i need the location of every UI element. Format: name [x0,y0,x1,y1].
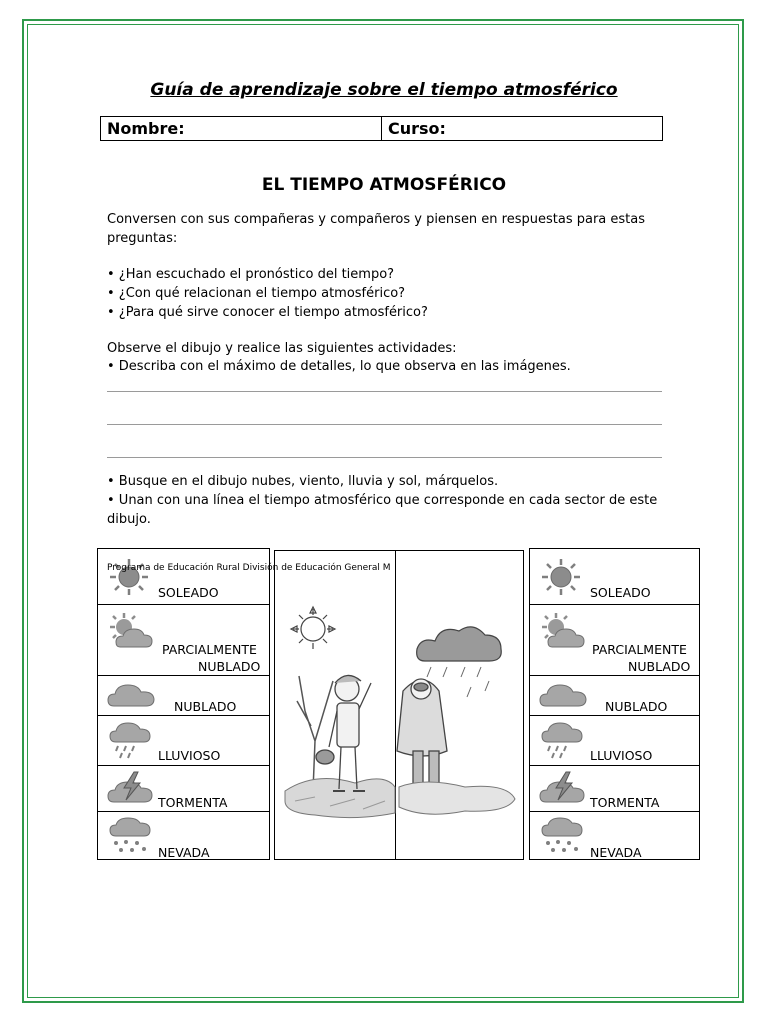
weather-label-line1: PARCIALMENTE [162,642,257,657]
dry-ground-icon [285,779,395,818]
answer-line-2[interactable] [107,424,662,425]
weather-panel-right [529,548,700,860]
dry-tree-icon [297,676,333,791]
weather-label: NUBLADO [605,699,668,714]
weather-label: SOLEADO [158,585,219,600]
weather-row-partly-cloudy-left[interactable] [98,604,269,675]
question-1: • ¿Han escuchado el pronóstico del tiempo? [107,267,395,282]
observe-item: • Describa con el máximo de detalles, lo que observa en las imágenes. [107,359,571,374]
rain-icon [536,720,590,760]
section-heading: EL TIEMPO ATMOSFÉRICO [261,175,507,195]
weather-label: LLUVIOSO [590,748,653,763]
question-2: • ¿Con qué relacionan el tiempo atmosférico? [107,286,406,301]
weather-row-partly-cloudy-right[interactable] [530,604,699,675]
puddle-icon [399,782,515,814]
course-cell[interactable] [382,117,662,140]
observe-heading: Observe el dibujo y realice las siguientes actividades: [107,341,457,356]
name-course-table [100,116,663,141]
weather-label: LLUVIOSO [158,748,221,763]
weather-label: TORMENTA [158,795,228,810]
weather-label: TORMENTA [590,795,660,810]
storm-icon [536,770,590,808]
weather-label: SOLEADO [590,585,651,600]
boy-figure-icon [316,675,371,791]
cloud-icon [536,680,590,710]
snow-icon [536,816,590,858]
weather-label: NEVADA [158,845,210,860]
weather-label-line2: NUBLADO [198,659,261,674]
header-note: Programa de Educación Rural División de Educación General M [107,563,391,573]
intro-text: Conversen con sus compañeras y compañeros y piensen en respuestas para estas preguntas: [107,212,646,246]
weather-row-storm-right[interactable] [530,765,699,811]
storm-icon [104,770,158,808]
weather-row-storm-left[interactable] [98,765,269,811]
weather-label-line1: PARCIALMENTE [592,642,687,657]
weather-row-rain-right[interactable] [530,715,699,765]
weather-row-snow-right[interactable] [530,811,699,861]
question-3: • ¿Para qué sirve conocer el tiempo atmosférico? [107,305,428,320]
weather-label-line2: NUBLADO [628,659,691,674]
sun-drawing-icon [291,607,335,649]
document-title: Guía de aprendizaje sobre el tiempo atmosférico [150,80,618,100]
weather-row-cloudy-right[interactable] [530,675,699,715]
activity-2: • Unan con una línea el tiempo atmosférico que corresponde en cada sector de este dibujo. [107,493,658,527]
sun-icon [538,557,584,597]
weather-label: NUBLADO [174,699,237,714]
rain-icon [104,720,158,760]
weather-row-snow-left[interactable] [98,811,269,861]
answer-line-1[interactable] [107,391,662,392]
illustration-panel [274,550,524,860]
weather-row-rain-left[interactable] [98,715,269,765]
activity-1: • Busque en el dibujo nubes, viento, lluvia y sol, márquelos. [107,474,499,489]
weather-scene-illustration[interactable] [275,551,523,859]
name-label: Nombre: [107,119,185,138]
weather-row-sunny-right[interactable] [530,549,699,604]
partly-cloudy-icon [536,611,590,655]
name-cell[interactable] [101,117,382,140]
cloud-icon [104,680,158,710]
weather-panel-left [97,548,270,860]
partly-cloudy-icon [104,611,158,655]
weather-row-cloudy-left[interactable] [98,675,269,715]
snow-icon [104,816,158,858]
answer-line-3[interactable] [107,457,662,458]
weather-label: NEVADA [590,845,642,860]
course-label: Curso: [388,119,446,138]
weather-row-sunny-left[interactable] [98,549,269,604]
rain-figure-icon [397,679,447,785]
